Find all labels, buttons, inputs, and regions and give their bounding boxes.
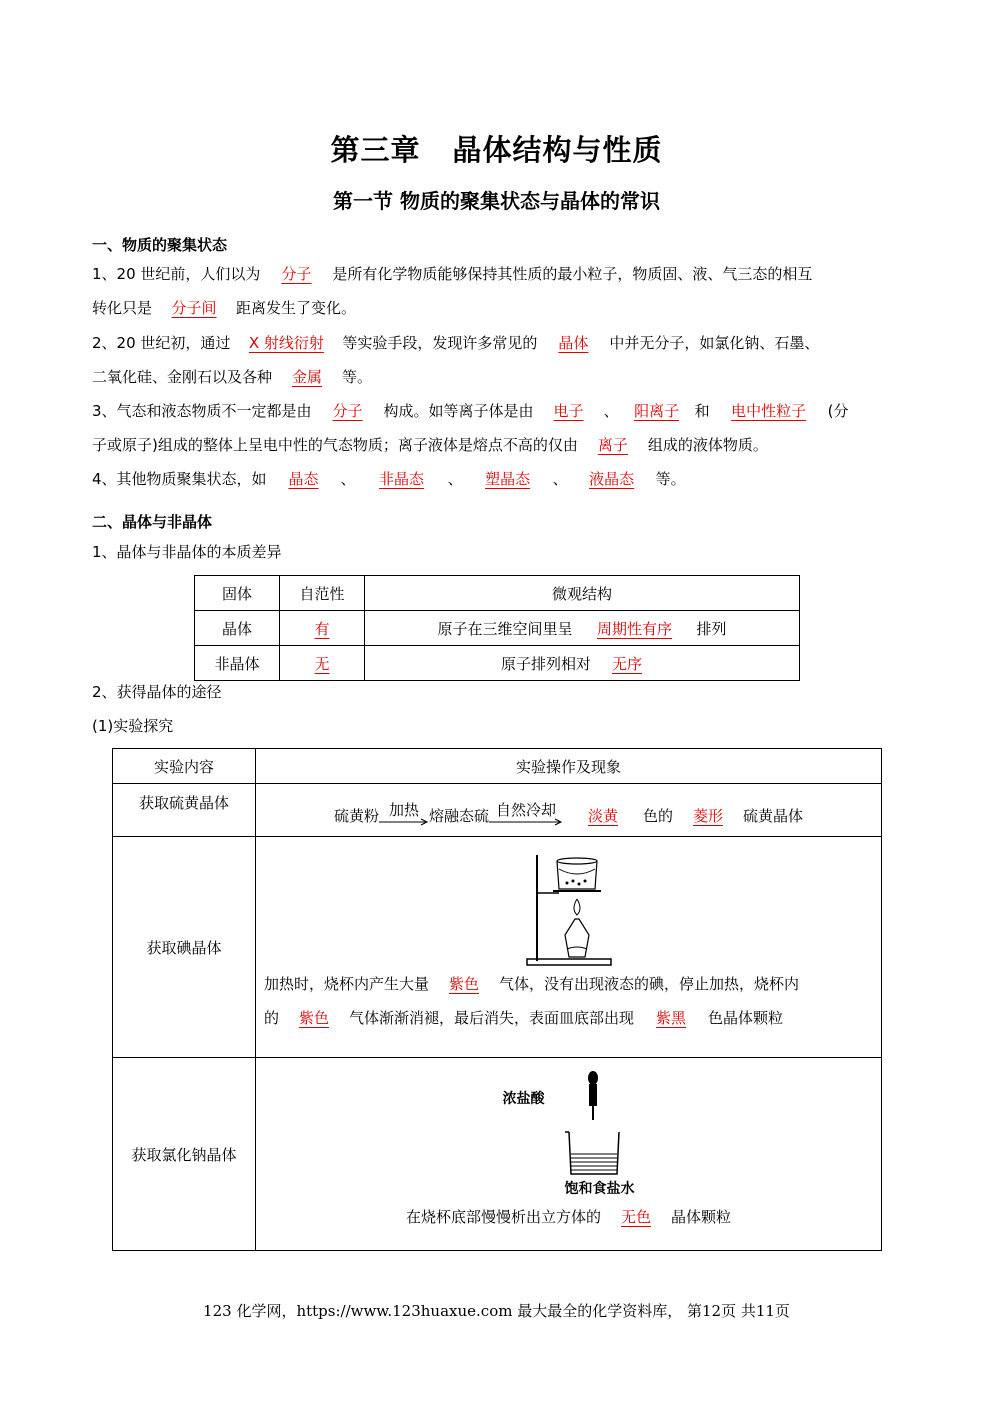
answer-blank: 分子 [281, 265, 312, 283]
answer-blank: 紫黑 [656, 1009, 687, 1027]
table-row [113, 784, 882, 837]
item4-line: 4、其他物质聚集状态，如 晶态 、 非晶态 、 塑晶态 、 液晶态 等。 [92, 470, 686, 488]
answer-blank: 紫色 [299, 1009, 330, 1027]
table-header: 微观结构 [365, 576, 800, 611]
answer-blank: 无 [314, 654, 330, 673]
item1-line1: 1、20 世纪前，人们以为 分子 是所有化学物质能够保持其性质的最小粒子，物质固、液、气三态的相互 [92, 265, 813, 283]
answer-blank: 晶态 [288, 470, 319, 488]
table-row [195, 646, 800, 681]
answer-blank: 分子 [332, 402, 363, 420]
answer-blank: 离子 [597, 436, 628, 454]
answer-blank: 非晶态 [379, 470, 425, 488]
iodine-desc-line1: 加热时，烧杯内产生大量 紫色 气体，没有出现液态的碘，停止加热，烧杯内 [256, 967, 881, 1001]
section2-sub3: (1)实验探究 [92, 717, 174, 735]
answer-blank: 菱形 [693, 807, 724, 825]
answer-blank: 液晶态 [589, 470, 635, 488]
item2-line1: 2、20 世纪初，通过 X 射线衍射 等实验手段，发现许多常见的 晶体 中并无分子，如氯化钠、石墨、 [92, 334, 820, 352]
table-row [113, 749, 882, 784]
item3-line2: 子或原子)组成的整体上呈电中性的气态物质；离子液体是熔点不高的仅由 离子 组成的液体物质。 [92, 436, 768, 454]
answer-blank: 分子间 [171, 299, 217, 317]
table-header: 自范性 [280, 576, 365, 611]
table-row [113, 837, 882, 1058]
arrow-icon [489, 818, 563, 826]
nacl-desc: 在烧杯底部慢慢析出立方体的 无色 晶体颗粒 [405, 1208, 732, 1226]
table-header: 实验操作及现象 [256, 749, 882, 784]
answer-blank: 阳离子 [634, 402, 680, 420]
table-cell: 原子排列相对 无序 [365, 646, 800, 681]
nacl-figure [469, 1070, 669, 1198]
answer-blank: 电子 [553, 402, 584, 420]
table-cell [280, 646, 365, 681]
table-header: 固体 [195, 576, 280, 611]
answer-blank: 无序 [611, 654, 642, 673]
section-title: 第一节 物质的聚集状态与晶体的常识 [333, 189, 660, 213]
answer-blank: X 射线衍射 [248, 334, 324, 352]
nacl-cell [256, 1058, 882, 1251]
page-footer: 123 化学网，https://www.123huaxue.com 最大最全的化学资料库， 第12页 共11页 [203, 1302, 790, 1320]
item1-line2: 转化只是 分子间 距离发生了变化。 [92, 299, 357, 317]
sulfur-process-cell: 硫黄粉 加热 熔融态硫 自然冷却 淡黄 色的 菱形 硫黄晶体 [256, 784, 882, 837]
arrow-heat: 加热 [379, 802, 429, 826]
iodine-cell [256, 837, 882, 1058]
answer-blank: 晶体 [558, 334, 589, 352]
crystal-comparison-table [194, 575, 800, 681]
table-header: 实验内容 [113, 749, 256, 784]
answer-blank: 金属 [292, 368, 323, 386]
answer-blank: 无色 [620, 1208, 651, 1226]
figure-label: 饱和食盐水 [564, 1181, 635, 1197]
item3-line1: 3、气态和液态物质不一定都是由 分子 构成。如等离子体是由 电子 、 阳离子 和 电中性粒子 (分 [92, 402, 849, 420]
arrow-cool: 自然冷却 [489, 802, 563, 826]
answer-blank: 周期性有序 [596, 619, 672, 638]
table-cell [280, 611, 365, 646]
table-row [195, 576, 800, 611]
experiment-table [112, 748, 882, 1251]
answer-blank: 淡黄 [587, 807, 618, 825]
iodine-apparatus-icon [519, 853, 619, 967]
table-cell: 非晶体 [195, 646, 280, 681]
arrow-icon [379, 818, 429, 826]
item2-line2: 二氧化硅、金刚石以及各种 金属 等。 [92, 368, 373, 386]
dropper-beaker-icon [469, 1070, 669, 1180]
table-cell: 获取碘晶体 [113, 837, 256, 1058]
table-cell: 原子在三维空间里呈 周期性有序 排列 [365, 611, 800, 646]
section2-sub2: 2、获得晶体的途径 [92, 683, 222, 701]
section1-heading: 一、物质的聚集状态 [92, 236, 228, 254]
table-cell: 晶体 [195, 611, 280, 646]
table-cell: 获取硫黄晶体 [113, 784, 256, 837]
answer-blank: 有 [314, 619, 330, 638]
iodine-desc-line2: 的 紫色 气体渐渐消褪，最后消失，表面皿底部出现 紫黑 色晶体颗粒 [256, 1001, 881, 1035]
answer-blank: 塑晶态 [485, 470, 531, 488]
table-cell: 获取氯化钠晶体 [113, 1058, 256, 1251]
chapter-title: 第三章 晶体结构与性质 [330, 133, 663, 167]
section2-sub1: 1、晶体与非晶体的本质差异 [92, 543, 282, 561]
section2-heading: 二、晶体与非晶体 [92, 513, 213, 531]
figure-label: 浓盐酸 [502, 1091, 545, 1107]
answer-blank: 紫色 [449, 975, 480, 993]
table-row [195, 611, 800, 646]
table-row [113, 1058, 882, 1251]
answer-blank: 电中性粒子 [731, 402, 807, 420]
